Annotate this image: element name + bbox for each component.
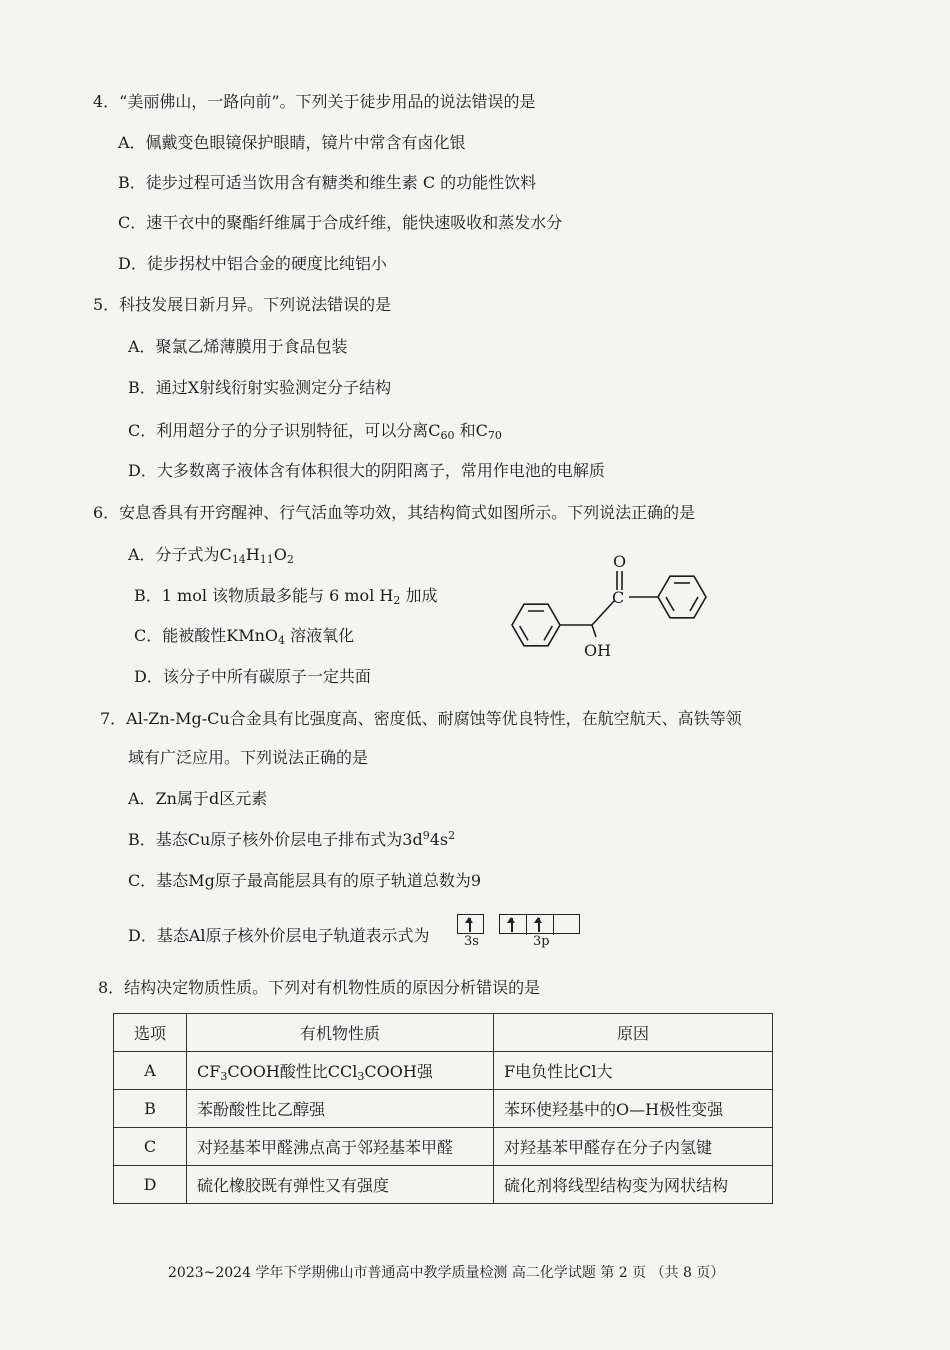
table-cell-property: 硫化橡胶既有弹性又有强度 [187,1166,494,1204]
table-cell-reason: F电负性比Cl大 [494,1052,773,1090]
up-arrow-icon [511,918,513,932]
q7-option-d: D．基态Al原子核外价层电子轨道表示式为 [128,926,430,945]
q8-table [113,1013,773,1204]
table-cell-option: B [114,1090,187,1128]
q6-option-a: A．分子式为$C_{14}H_{11}O_2$ [128,545,294,566]
q8-stem: 8．结构决定物质性质。下列对有机物性质的原因分析错误的是 [98,978,541,997]
orbital-3p-cell [527,915,554,935]
orbital-3s-label: 3s [464,934,479,949]
q7-stem-line1: 7．Al-Zn-Mg-Cu合金具有比强度高、密度低、耐腐蚀等优良特性，在航空航天、高铁等领 [100,709,742,728]
table-header: 有机物性质 [187,1014,494,1052]
table-cell-option: A [114,1052,187,1090]
orbital-3s-box [457,914,484,934]
q6-option-d: D．该分子中所有碳原子一定共面 [134,667,371,686]
table-cell-reason: 硫化剂将线型结构变为网状结构 [494,1166,773,1204]
up-arrow-icon [469,918,471,932]
page-footer: 2023~2024 学年下学期佛山市普通高中教学质量检测 高二化学试题 第 2 页 （共 8 页） [168,1265,725,1281]
orbital-3p-label: 3p [533,934,550,949]
q4-option-a: A．佩戴变色眼镜保护眼睛，镜片中常含有卤化银 [118,133,466,152]
table-cell-reason: 苯环使羟基中的O—H极性变强 [494,1090,773,1128]
q5-option-a: A．聚氯乙烯薄膜用于食品包装 [128,337,348,356]
q7-option-b: B．基态Cu原子核外价层电子排布式为$3d^94s^2$ [128,829,456,849]
q5-option-d: D．大多数离子液体含有体积很大的阴阳离子，常用作电池的电解质 [128,461,605,480]
table-cell-property: 对羟基苯甲醛沸点高于邻羟基苯甲醛 [187,1128,494,1166]
table-row [114,1090,773,1128]
q5-option-b: B．通过X射线衍射实验测定分子结构 [128,378,392,397]
table-cell-reason: 对羟基苯甲醛存在分子内氢键 [494,1128,773,1166]
q7-stem-line2: 域有广泛应用。下列说法正确的是 [128,748,369,767]
q6-stem: 6．安息香具有开窍醒神、行气活血等功效，其结构简式如图所示。下列说法正确的是 [93,503,696,522]
up-arrow-icon [538,918,540,932]
orbital-3p-box [499,914,580,934]
table-header: 原因 [494,1014,773,1052]
structure-atom-o: O [613,552,627,571]
q6-option-c: C．能被酸性KMnO$_4$ 溶液氧化 [134,626,355,647]
table-cell-property: 苯酚酸性比乙醇强 [187,1090,494,1128]
table-row [114,1052,773,1090]
q5-option-c: C．利用超分子的分子识别特征，可以分离$C_{60}$ 和$C_{70}$ [128,421,502,442]
q7-option-a: A．Zn属于d区元素 [128,789,268,808]
q4-option-d: D．徒步拐杖中铝合金的硬度比纯铝小 [118,254,387,273]
table-cell-option: C [114,1128,187,1166]
table-cell-property: $CF_3COOH$酸性比CCl$_3$COOH强 [187,1052,494,1090]
q4-stem: 4．“美丽佛山，一路向前”。下列关于徒步用品的说法错误的是 [93,92,536,111]
structure-atom-c: C [612,588,625,607]
table-row [114,1166,773,1204]
table-row [114,1128,773,1166]
q6-option-b: B．1 mol 该物质最多能与 6 mol $H_2$ 加成 [134,586,438,607]
structure-group-oh: OH [584,641,612,660]
orbital-3p-cell [500,915,527,935]
q5-stem: 5．科技发展日新月异。下列说法错误的是 [93,295,392,314]
q7-option-c: C．基态Mg原子最高能层具有的原子轨道总数为9 [128,871,482,890]
table-cell-option: D [114,1166,187,1204]
benzoin-structure [500,545,720,665]
q4-option-c: C．速干衣中的聚酯纤维属于合成纤维，能快速吸收和蒸发水分 [118,213,563,232]
q4-option-b: B．徒步过程可适当饮用含有糖类和维生素 C 的功能性饮料 [118,173,537,192]
table-header: 选项 [114,1014,187,1052]
table-header-row [114,1014,773,1052]
